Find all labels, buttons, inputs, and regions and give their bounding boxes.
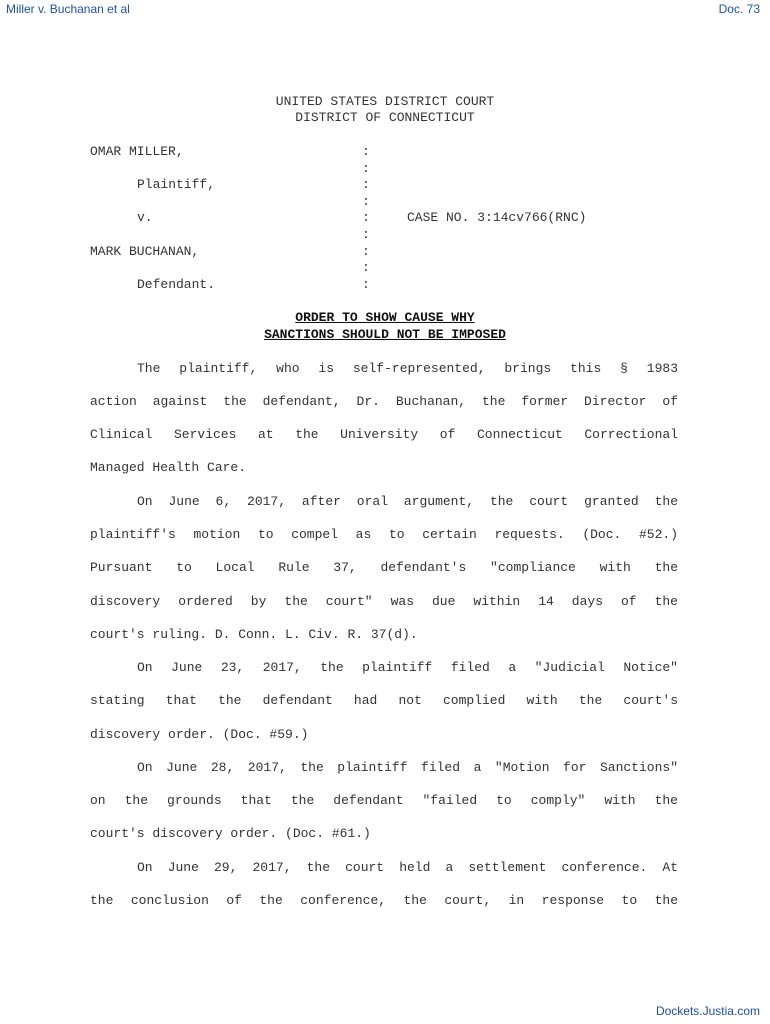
versus: v. [137, 210, 153, 225]
case-title-link[interactable]: Miller v. Buchanan et al [6, 2, 130, 16]
body-line: court's discovery order. (Doc. #61.) [90, 826, 371, 841]
body-line: plaintiff's motion to compel as to certain requests. (Doc. #52.) [90, 527, 678, 542]
footer-link[interactable]: Dockets.Justia.com [655, 1004, 760, 1018]
body-line: discovery order. (Doc. #59.) [90, 727, 309, 742]
body-line: the conclusion of the conference, the court, in response to the [90, 893, 678, 908]
body-line: The plaintiff, who is self-represented, brings this § 1983 [137, 361, 678, 376]
body-line: Pursuant to Local Rule 37, defendant's "compliance with the [90, 560, 678, 575]
document-number-link[interactable]: Doc. 73 [718, 2, 760, 16]
caption-colon: : [362, 144, 370, 159]
body-line: On June 23, 2017, the plaintiff filed a "Judicial Notice" [137, 660, 678, 675]
caption-colon: : [362, 227, 370, 242]
caption-colon: : [362, 194, 370, 209]
caption-colon: : [362, 161, 370, 176]
caption-colon: : [362, 277, 370, 292]
caption-colon: : [362, 260, 370, 275]
body-line: On June 28, 2017, the plaintiff filed a "Motion for Sanctions" [137, 760, 678, 775]
body-line: Managed Health Care. [90, 460, 247, 475]
body-line: stating that the defendant had not complied with the court's [90, 693, 678, 708]
body-line: Clinical Services at the University of Connecticut Correctional [90, 427, 678, 442]
court-name: UNITED STATES DISTRICT COURT [275, 94, 495, 109]
caption-colon: : [362, 177, 370, 192]
order-title: ORDER TO SHOW CAUSE WHY [295, 310, 475, 325]
order-subtitle: SANCTIONS SHOULD NOT BE IMPOSED [264, 327, 506, 342]
defendant-label: Defendant. [137, 277, 216, 292]
caption-colon: : [362, 244, 370, 259]
body-line: On June 6, 2017, after oral argument, the court granted the [137, 494, 678, 509]
caption-colon: : [362, 210, 370, 225]
body-line: court's ruling. D. Conn. L. Civ. R. 37(d). [90, 627, 418, 642]
case-number: CASE NO. 3:14cv766(RNC) [407, 210, 587, 225]
plaintiff-name: OMAR MILLER, [90, 144, 184, 159]
body-line: on the grounds that the defendant "failed to comply" with the [90, 793, 678, 808]
court-district: DISTRICT OF CONNECTICUT [295, 110, 475, 125]
body-line: On June 29, 2017, the court held a settlement conference. At [137, 860, 678, 875]
body-line: action against the defendant, Dr. Buchanan, the former Director of [90, 394, 678, 409]
body-line: discovery ordered by the court" was due within 14 days of the [90, 594, 678, 609]
plaintiff-label: Plaintiff, [137, 177, 216, 192]
defendant-name: MARK BUCHANAN, [90, 244, 200, 259]
